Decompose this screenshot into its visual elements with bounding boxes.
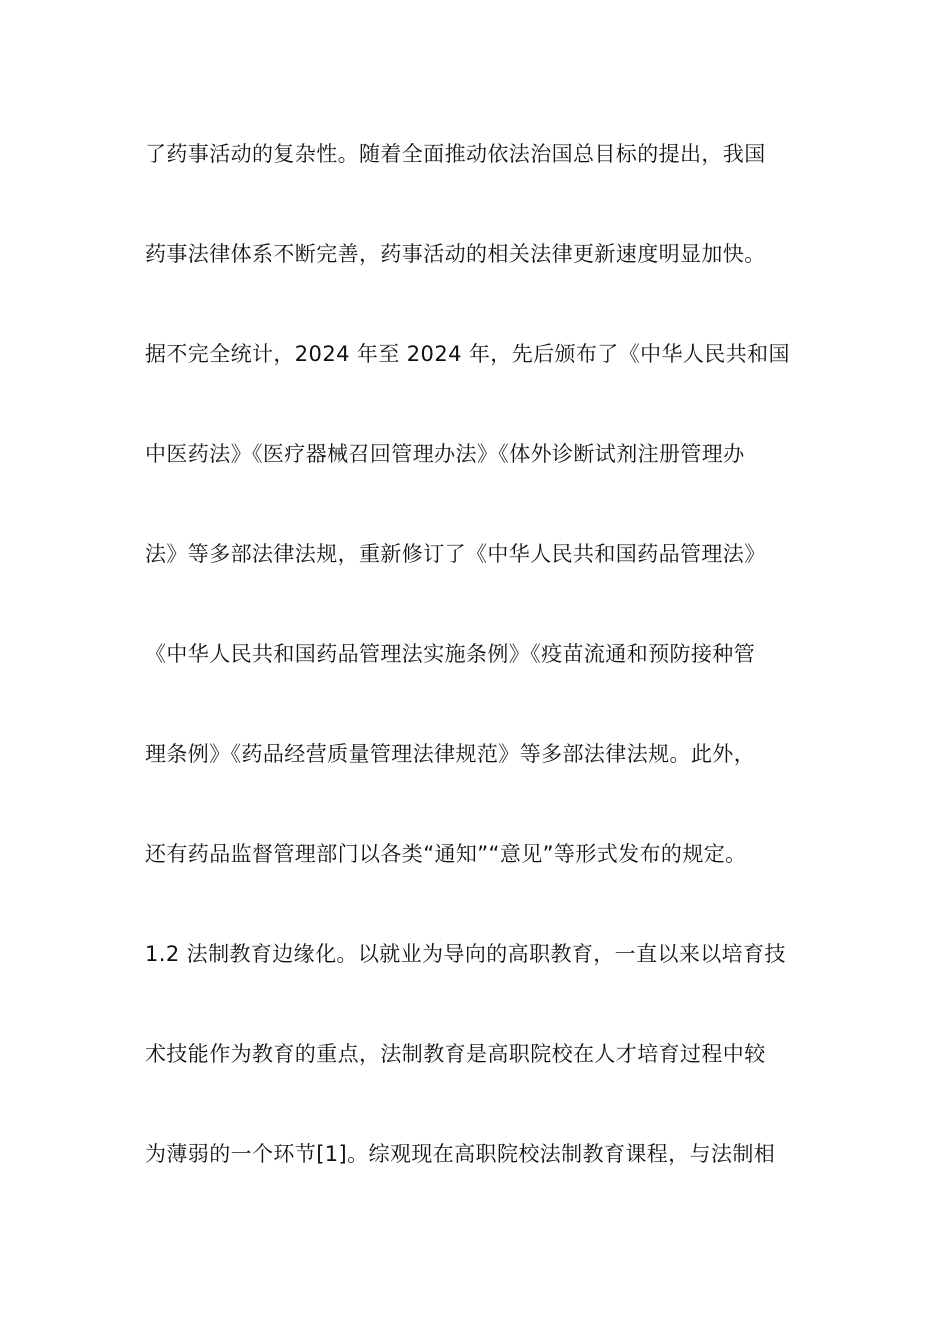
text-line: 《中华人民共和国药品管理法实施条例》《疫苗流通和预防接种管 [145, 642, 756, 666]
text-line: 还有药品监督管理部门以各类“通知”“意见”等形式发布的规定。 [145, 842, 747, 866]
text-line: 法》等多部法律法规，重新修订了《中华人民共和国药品管理法》 [145, 542, 766, 566]
text-line: 药事法律体系不断完善，药事活动的相关法律更新速度明显加快。 [145, 242, 766, 266]
text-line: 为薄弱的一个环节[1]。综观现在高职院校法制教育课程，与法制相 [145, 1142, 776, 1166]
text-line: 术技能作为教育的重点，法制教育是高职院校在人才培育过程中较 [145, 1042, 766, 1066]
section-heading-line: 1.2 法制教育边缘化。以就业为导向的高职教育，一直以来以培育技 [145, 942, 786, 966]
body-text [145, 132, 815, 1232]
text-line: 理条例》《药品经营质量管理法律规范》等多部法律法规。此外， [145, 742, 756, 766]
text-line: 了药事活动的复杂性。随着全面推动依法治国总目标的提出，我国 [145, 142, 766, 166]
text-line: 据不完全统计，2024 年至 2024 年，先后颁布了《中华人民共和国 [145, 342, 790, 366]
text-line: 中医药法》《医疗器械召回管理办法》《体外诊断试剂注册管理办 [145, 442, 745, 466]
